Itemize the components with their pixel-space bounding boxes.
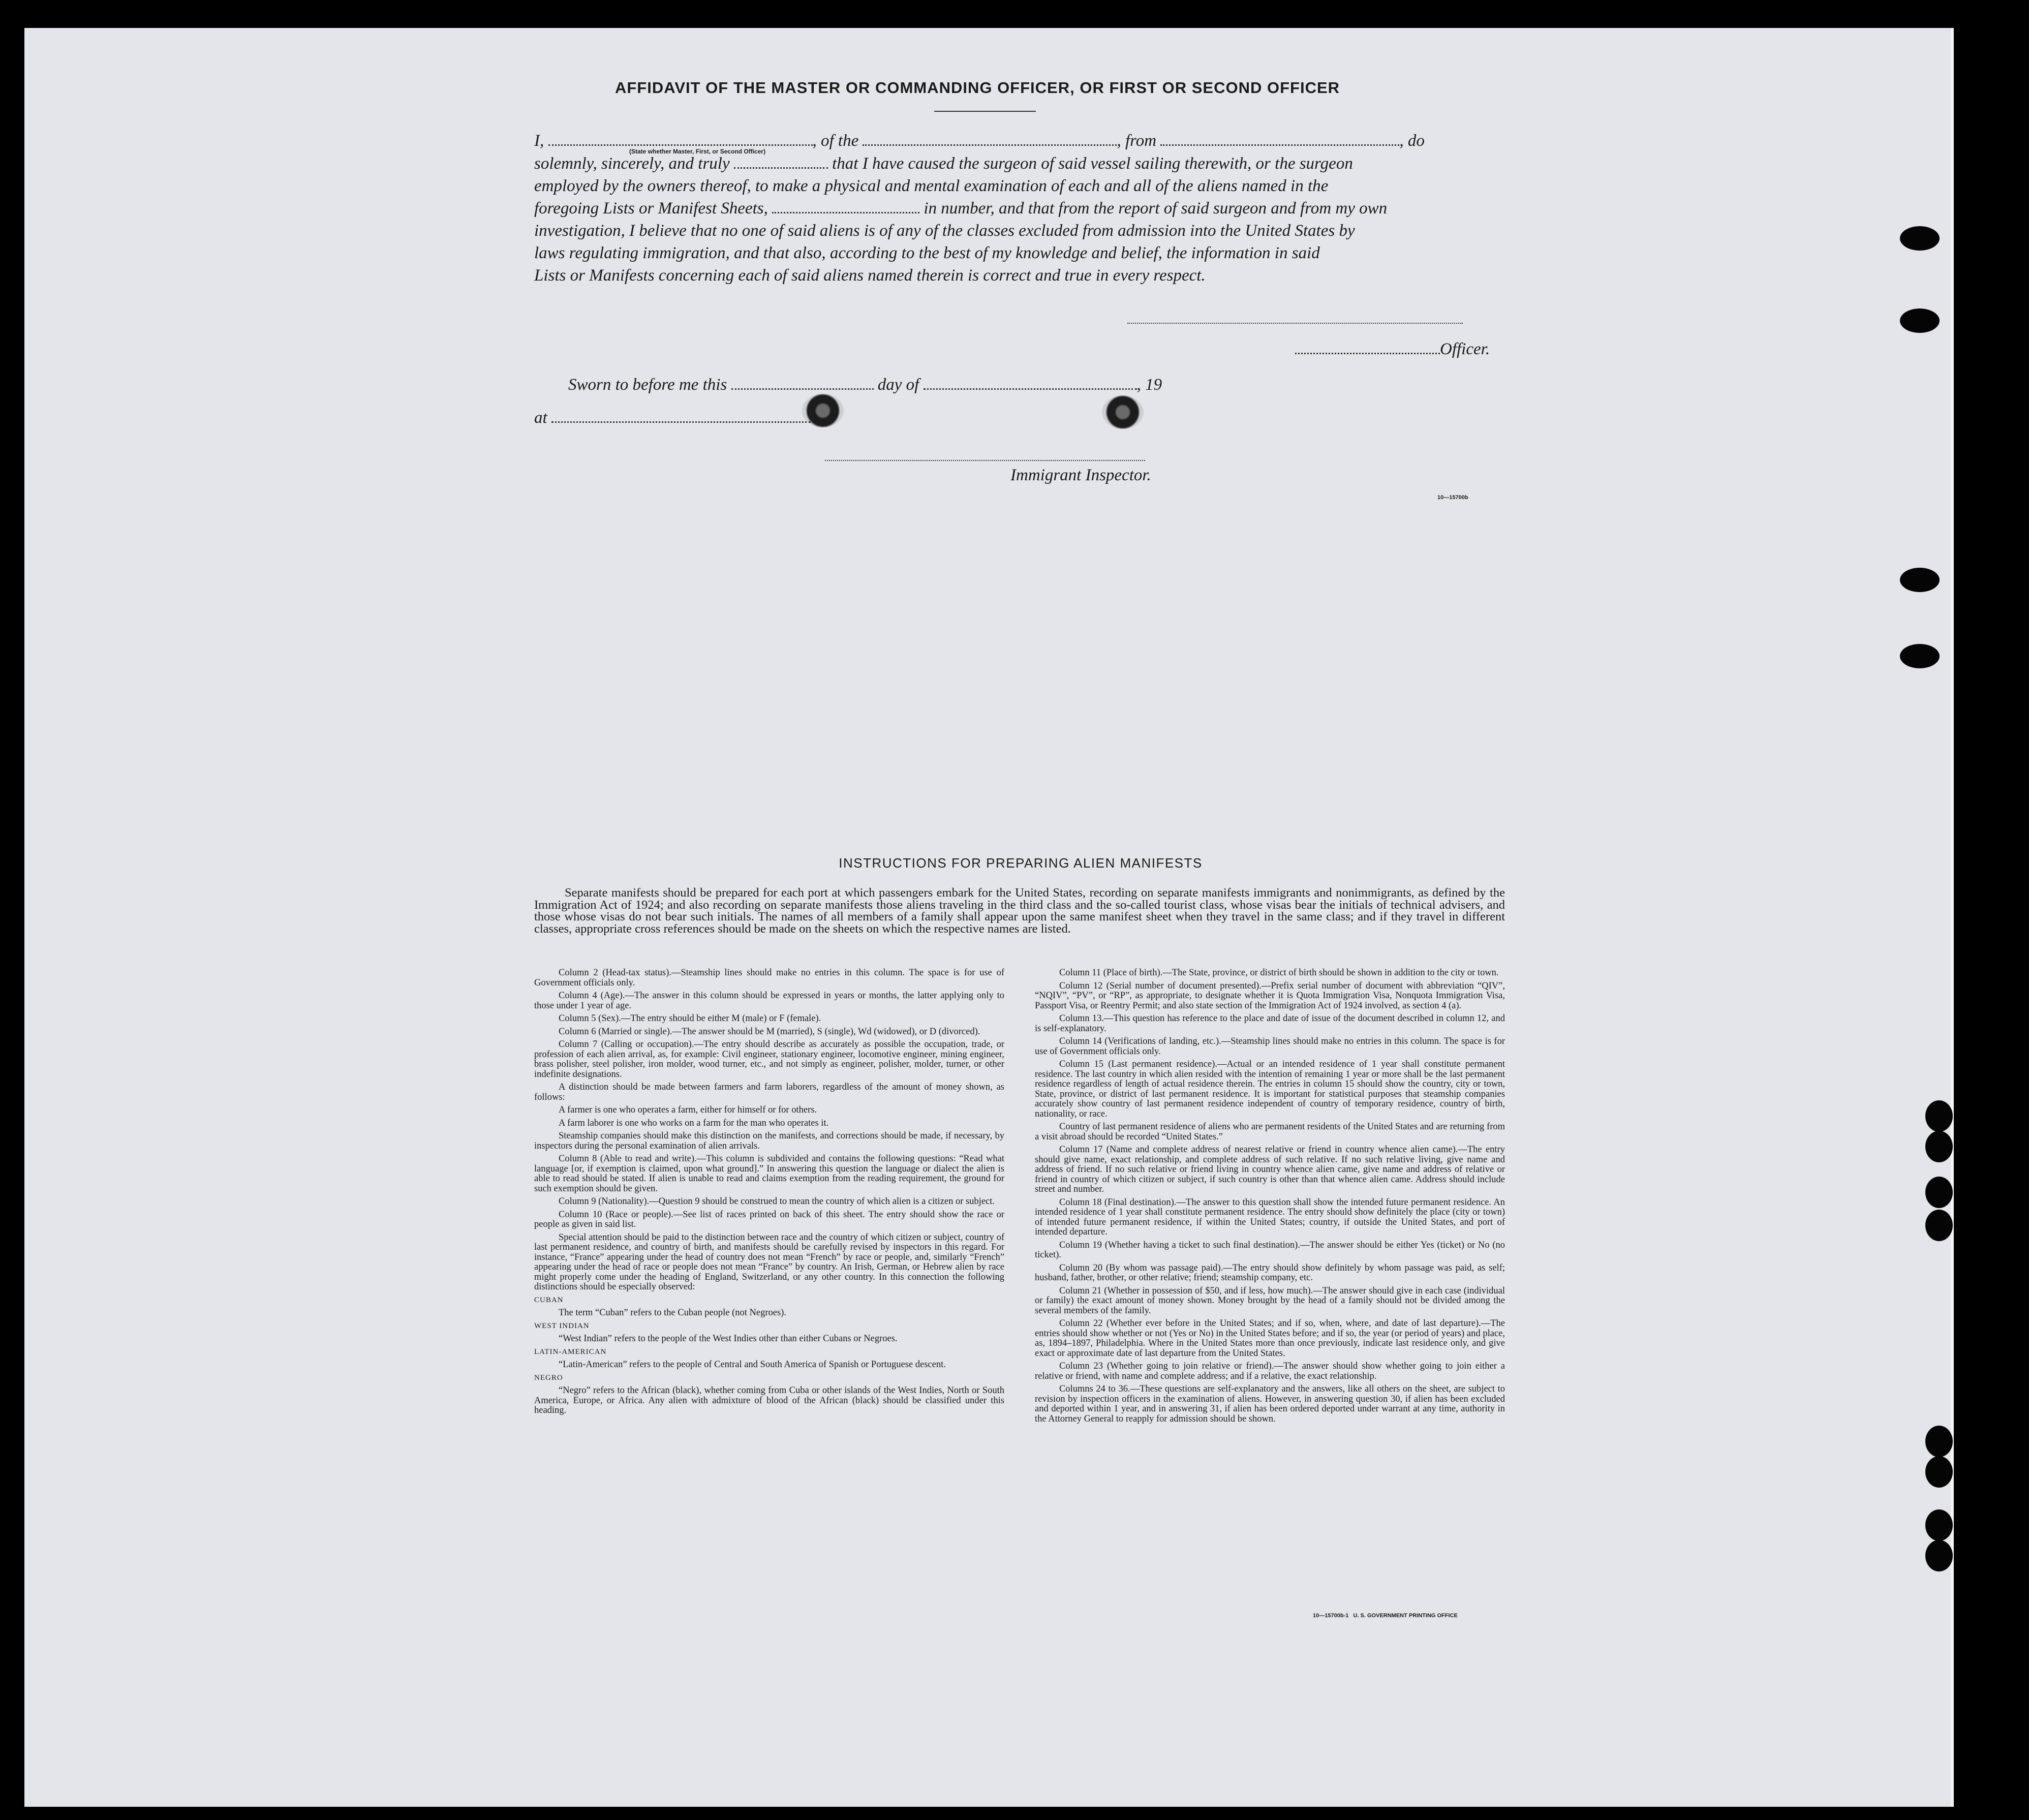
affidavit-line-5: investigation, I believe that no one of said aliens is of any of the classes excluded from admission into the United States by bbox=[534, 222, 1355, 240]
left-para: A farm laborer is one who works on a farm for the man who operates it. bbox=[559, 1118, 829, 1128]
right-para: Column 22 (Whether ever before in the United States; and if so, when, where, and date of last departure).—The entries should show whether or not (Yes or No) in the United States before; and if so, the year (or period of years) and place, as, 1894–1897, Philadelphia. Where in the United States more than once previously, indicate last residence only, and give exact or approximate date of last departure from the United States. bbox=[1035, 1318, 1505, 1359]
affidavit-do: , do bbox=[1399, 132, 1425, 150]
punch-hole bbox=[1925, 1540, 1953, 1571]
officer-signature-line[interactable] bbox=[1127, 323, 1463, 324]
affidavit-title: AFFIDAVIT OF THE MASTER OR COMMANDING OFFICER, OR FIRST OR SECOND OFFICER bbox=[614, 79, 1340, 97]
grommet-hole bbox=[1102, 395, 1144, 429]
punch-hole bbox=[1925, 1426, 1953, 1457]
left-para: Steamship companies should make this distinction on the manifests, and corrections should be made, if necessary, by inspectors during the personal examination of alien arrivals. bbox=[534, 1131, 1004, 1151]
affidavit-line-4a: foregoing Lists or Manifest Sheets, bbox=[534, 199, 768, 218]
right-para: Column 11 (Place of birth).—The State, province, or district of birth should be shown in addition to the city or town. bbox=[1059, 968, 1499, 978]
punch-hole bbox=[1900, 568, 1940, 592]
left-para: Column 10 (Race or people).—See list of races printed on back of this sheet. The entry should show the race or people as given in said list. bbox=[534, 1209, 1004, 1229]
instructions-title: INSTRUCTIONS FOR PREPARING ALIEN MANIFESTS bbox=[839, 855, 1203, 871]
left-para: Column 7 (Calling or occupation).—The entry should describe as accurately as possible the occupation, trade, or profession of each alien arrival, as, for example: Civil engineer, stationary engineer, locomotive engineer, mining engineer, brass polisher, steel polisher, iron molder, wood turner, etc., and not simply as engineer, polisher, molder, turner, or other indefinite designations. bbox=[534, 1039, 1004, 1079]
right-para: Column 19 (Whether having a ticket to such final destination).—The answer should be either Yes (ticket) or No (no ticket). bbox=[1035, 1240, 1505, 1260]
gpo-footer: 10—15700b-1 U. S. GOVERNMENT PRINTING OFFICE bbox=[1313, 1613, 1458, 1619]
affidavit-line-4b: in number, and that from the report of said surgeon and from my own bbox=[924, 199, 1388, 218]
negro-heading: NEGRO bbox=[534, 1373, 563, 1382]
left-para: A distinction should be made between farmers and farm laborers, regardless of the amount of money shown, as follows: bbox=[534, 1082, 1004, 1102]
left-para: Column 2 (Head-tax status).—Steamship lines should make no entries in this column. The space is for use of Government officials only. bbox=[534, 968, 1004, 988]
left-para: Column 4 (Age).—The answer in this column should be expressed in years or months, the latter applying only to those under 1 year of age. bbox=[534, 991, 1004, 1011]
at-line bbox=[534, 407, 811, 429]
right-para: Column 23 (Whether going to join relative or friend).—The answer should show whether going to join either a relative or friend, with name and complete address; and if a relative, the exact relationship. bbox=[1035, 1361, 1505, 1381]
affidavit-of-the: , of the bbox=[812, 132, 859, 150]
form-number: 10—15700b bbox=[1437, 495, 1468, 501]
at-label: at bbox=[534, 409, 547, 427]
right-para: Column 17 (Name and complete address of nearest relative or friend in country whence alien came).—The entry should give name, exact relationship, and complete address of such relative. If no such relative living, give name and address of friend. If no such relative or friend living in country whence alien came, give name and address of relative or friend in country of which citizen or subject, if such country is other than that whence alien came. Address should include street and number. bbox=[1035, 1145, 1505, 1194]
affidavit-line-6: laws regulating immigration, and that also, according to the best of my knowledge and belief, the information in said bbox=[534, 244, 1320, 262]
cuban-text: The term “Cuban” refers to the Cuban people (not Negroes). bbox=[559, 1308, 786, 1318]
west-indian-text: “West Indian” refers to the people of the West Indies other than either Cubans or Negroes. bbox=[559, 1334, 898, 1344]
affidavit-i: I, bbox=[534, 132, 544, 150]
latin-american-text: “Latin-American” refers to the people of Central and South America of Spanish or Portuguese descent. bbox=[559, 1360, 946, 1370]
officer-line bbox=[1295, 338, 1490, 360]
sworn-day-field[interactable] bbox=[731, 388, 874, 390]
left-para: A farmer is one who operates a farm, either for himself or for others. bbox=[559, 1105, 817, 1115]
sworn-line bbox=[568, 374, 1162, 396]
right-para: Column 18 (Final destination).—The answer to this question shall show the intended future permanent residence. An intended residence of 1 year shall constitute permanent residence. The entry should show definitely the place (city or town) of intended future permanent residence, if within the United States; country, if outside the United States, and port of intended departure. bbox=[1035, 1197, 1505, 1237]
punch-hole bbox=[1925, 1210, 1953, 1241]
right-para: Columns 24 to 36.—These questions are self-explanatory and the answers, like all others on the sheet, are subject to revision by inspection officers in the examination of aliens. However, in answering question 30, if alien has been excluded and deported within 1 year, and in answering 31, if alien has been ordered deported under warrant at any time, authority in the Attorney General to reapply for admission should be shown. bbox=[1035, 1384, 1505, 1424]
affidavit-line-3: employed by the owners thereof, to make a physical and mental examination of each and all of the aliens named in the bbox=[534, 177, 1329, 195]
affidavit-line-4 bbox=[534, 197, 1387, 220]
punch-hole bbox=[1925, 1456, 1953, 1488]
left-para: Column 5 (Sex).—The entry should be either M (male) or F (female). bbox=[559, 1013, 821, 1024]
punch-hole bbox=[1900, 226, 1940, 251]
affidavit-line-2 bbox=[534, 152, 1353, 175]
sworn-place-field[interactable] bbox=[551, 421, 811, 423]
right-para: Column 21 (Whether in possession of $50, and if less, how much).—The answer should give in each case (individual or family) the exact amount of money shown. Money brought by the head of a family should not be divided among the several members of the family. bbox=[1035, 1285, 1505, 1316]
punch-hole bbox=[1925, 1177, 1953, 1208]
left-para: Column 8 (Able to read and write).—This column is subdivided and contains the following questions: “Read what language [or, if exemption is claimed, upon what ground].” In answering this question the language or dialect the alien is able to read should be stated. If alien is unable to read and claims exemption from the reading requirement, the ground for such exemption should be given. bbox=[534, 1154, 1004, 1194]
punch-hole bbox=[1900, 644, 1940, 668]
from-port-field[interactable] bbox=[1160, 144, 1399, 146]
latin-american-heading: LATIN-AMERICAN bbox=[534, 1347, 607, 1356]
year-label: , 19 bbox=[1136, 376, 1162, 394]
document-sheet bbox=[24, 28, 1954, 1807]
right-para: Column 14 (Verifications of landing, etc.).—Steamship lines should make no entries in this column. The space is for use of Government officials only. bbox=[1035, 1036, 1505, 1057]
punch-hole bbox=[1925, 1131, 1953, 1162]
sworn-month-field[interactable] bbox=[924, 388, 1137, 390]
affidavit-line-2b: that I have caused the surgeon of said vessel sailing therewith, or the surgeon bbox=[832, 155, 1353, 173]
instructions-right-column bbox=[1035, 968, 1505, 1427]
affidavit-line-2a: solemnly, sincerely, and truly bbox=[534, 155, 730, 173]
state-note: (State whether Master, First, or Second Officer) bbox=[629, 148, 766, 155]
affidavit-from: , from bbox=[1117, 132, 1157, 150]
left-para: Special attention should be paid to the distinction between race and the country of which citizen or subject, country of last permanent residence, and country of birth, and manifests should be carefully revised by inspectors in this regard. For instance, “France” appearing under the head of country does not mean “French” by race or people, and, similarly “French” appearing under the head of race or people does not mean “France” by country. An Irish, German, or Hebrew alien by race might properly come under the heading of England, Switzerland, or any other country. In this connection the following distinctions should be especially observed: bbox=[534, 1232, 1004, 1292]
right-para: Column 13.—This question has reference to the place and date of issue of the document described in column 12, and is self-explanatory. bbox=[1035, 1013, 1505, 1034]
right-para: Column 15 (Last permanent residence).—Actual or an intended residence of 1 year shall constitute permanent residence. The last country in which alien resided with the intention of remaining 1 year or more shall be the last permanent residence regardless of length of actual residence therein. The entries in column 15 should show the country, city or town, State, province, or district of last permanent residence. It is important for statistical purposes that steamship companies accurately show country of last permanent residence independent of country of temporary residence, country of birth, nationality, or race. bbox=[1035, 1059, 1505, 1119]
officer-signature-field[interactable] bbox=[1295, 353, 1440, 354]
negro-text: “Negro” refers to the African (black), whether coming from Cuba or other islands of the West Indies, North or South America, Europe, or Africa. Any alien with admixture of blood of the African (black) should be classified under this heading. bbox=[534, 1385, 1004, 1415]
title-underline bbox=[934, 111, 1036, 112]
inspector-signature-line[interactable] bbox=[825, 460, 1145, 461]
vessel-name-field[interactable] bbox=[863, 144, 1117, 146]
sheet-count-field[interactable] bbox=[772, 212, 919, 213]
right-para: Country of last permanent residence of aliens who are permanent residents of the United States and are returning from a visit abroad should be recorded “United States.” bbox=[1035, 1122, 1505, 1142]
inspector-label: Immigrant Inspector. bbox=[1010, 466, 1151, 484]
day-of-label: day of bbox=[877, 376, 919, 394]
instructions-intro: Separate manifests should be prepared for each port at which passengers embark for the United States, recording on separate manifests immigrants and nonimmigrants, as defined by the Immigration Act of 1924; and also recording on separate manifests those aliens traveling in the third class and the so-called tourist class, whose visas bear the initials of technical advisers, and those whose visas do not bear such initials. The names of all members of a family shall appear upon the same manifest sheet when they travel in the same class; and if they travel in different classes, appropriate cross references should be made on the sheets on which the respective names are listed. bbox=[534, 886, 1505, 936]
sworn-label: Sworn to before me this bbox=[568, 376, 727, 394]
instructions-left-column bbox=[534, 968, 1004, 1419]
right-para: Column 20 (By whom was passage paid).—The entry should show definitely by whom passage was paid, as self; husband, father, brother, or other relative; friend; steamship company, etc. bbox=[1035, 1262, 1505, 1283]
left-para: Column 6 (Married or single).—The answer should be M (married), S (single), Wd (widowed), or D (divorced). bbox=[559, 1026, 980, 1037]
punch-hole bbox=[1900, 309, 1940, 333]
punch-hole bbox=[1925, 1509, 1953, 1541]
swear-affirm-field[interactable] bbox=[734, 167, 828, 169]
officer-rank-field[interactable] bbox=[548, 144, 813, 146]
affidavit-line-7: Lists or Manifests concerning each of said aliens named therein is correct and true in every respect. bbox=[534, 266, 1206, 285]
punch-hole bbox=[1925, 1100, 1953, 1132]
west-indian-heading: WEST INDIAN bbox=[534, 1321, 590, 1330]
cuban-heading: CUBAN bbox=[534, 1295, 564, 1304]
officer-label: Officer. bbox=[1440, 340, 1490, 358]
right-para: Column 12 (Serial number of document presented).—Prefix serial number of document with abbreviation “QIV”, “NQIV”, “PV”, or “RP”, as appropriate, to designate whether it is Quota Immigration Visa, Nonquota Immigration Visa, Passport Visa, or Reentry Permit; and also state section of the Immigration Act of 1924 involved, as section 4 (a). bbox=[1035, 980, 1505, 1011]
left-para: Column 9 (Nationality).—Question 9 should be construed to mean the country of which alien is a citizen or subject. bbox=[559, 1196, 995, 1207]
